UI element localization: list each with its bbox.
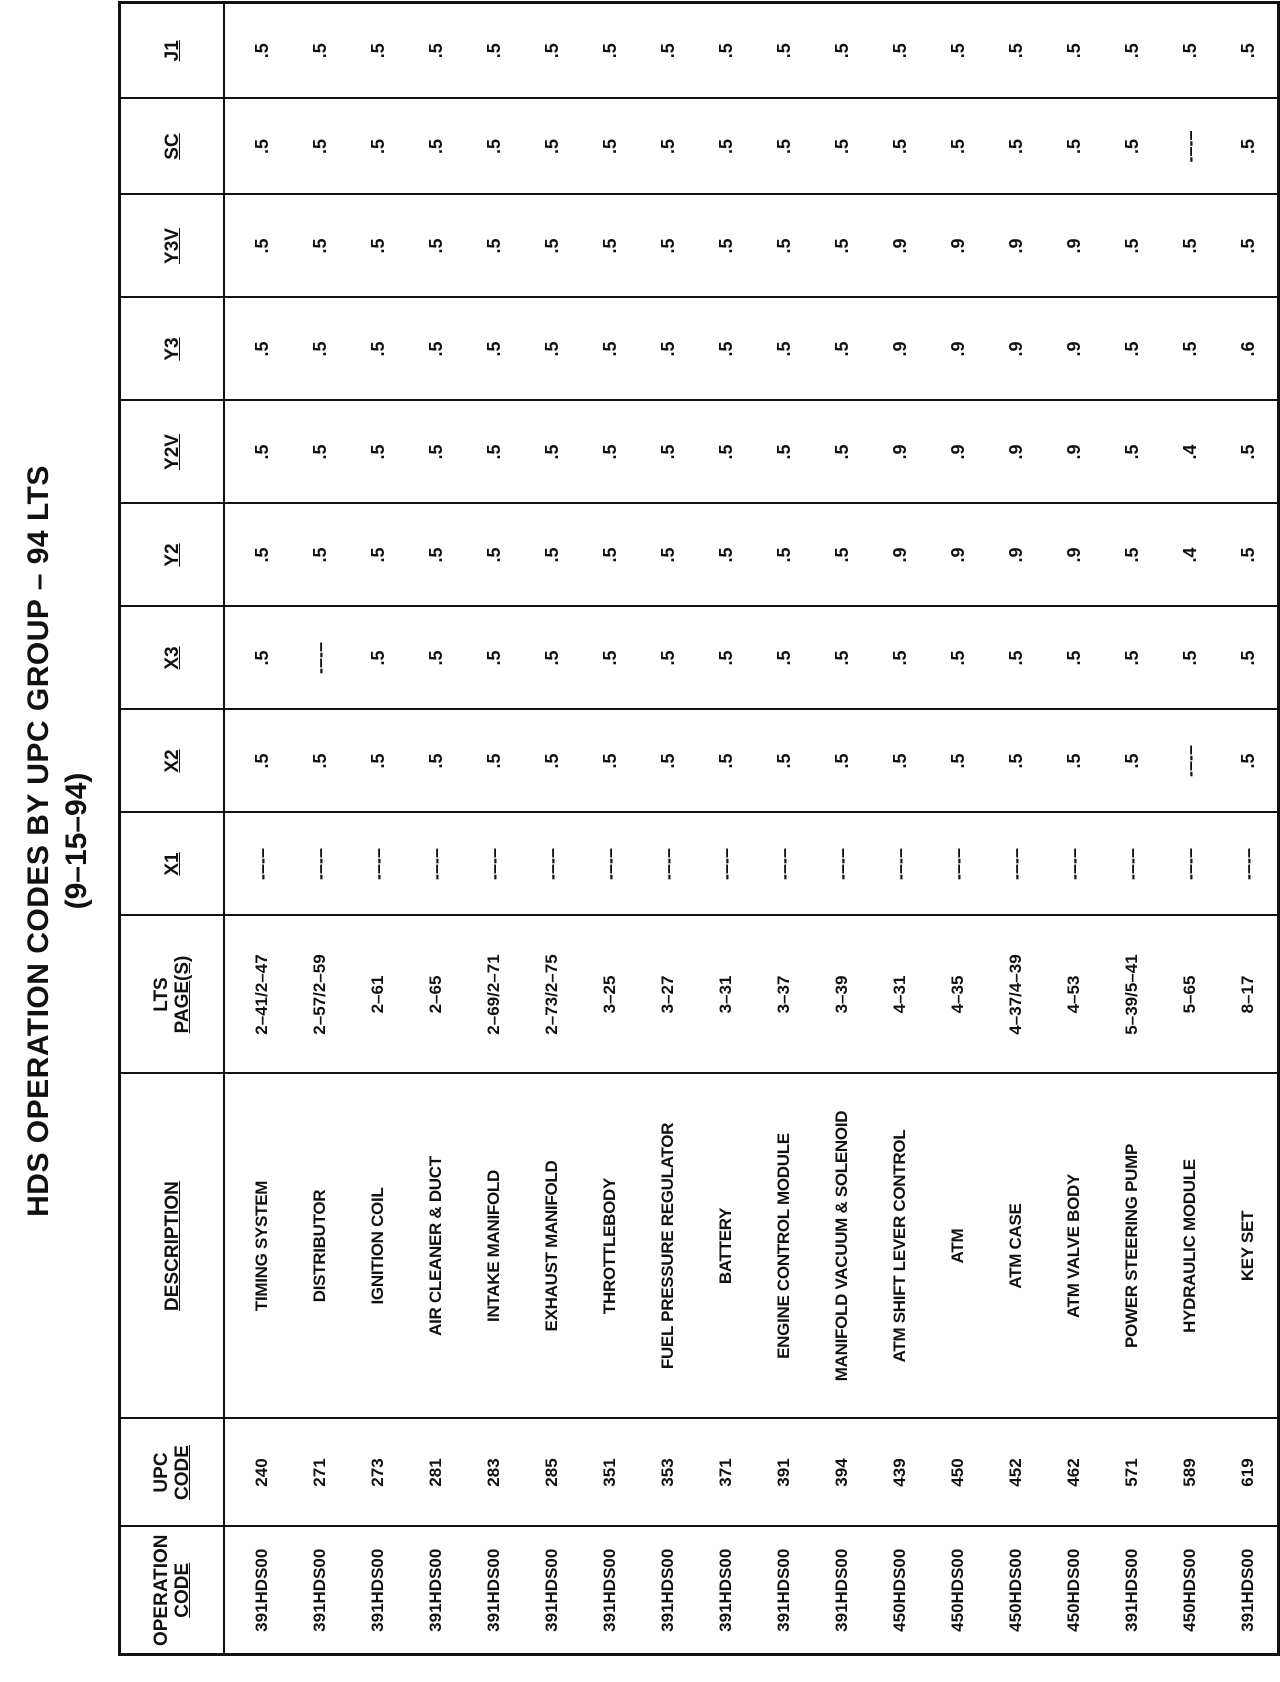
y3-cell: .5 — [813, 298, 871, 401]
y2v-cell: .5 — [1219, 401, 1279, 504]
operation-code-cell: 450HDS00 — [987, 1527, 1045, 1655]
sc-cell: .5 — [871, 99, 929, 195]
operation-code-cell: 391HDS00 — [697, 1527, 755, 1655]
x1-cell: -–-– — [1103, 813, 1161, 916]
x2-cell: .5 — [465, 710, 523, 813]
j1-cell: .5 — [1161, 3, 1219, 99]
x1-cell: -–-– — [465, 813, 523, 916]
x1-cell: -–-– — [813, 813, 871, 916]
x1-cell: -–-– — [291, 813, 349, 916]
y2-cell: .5 — [581, 504, 639, 607]
operation-code-cell: 450HDS00 — [929, 1527, 987, 1655]
table-row — [581, 3, 639, 1655]
x1-cell: -–-– — [581, 813, 639, 916]
y2-cell: .5 — [291, 504, 349, 607]
header-row — [120, 3, 225, 1655]
operation-code-cell: 391HDS00 — [224, 1527, 291, 1655]
y3v-cell: .5 — [1219, 195, 1279, 298]
description-cell: HYDRAULIC MODULE — [1161, 1074, 1219, 1419]
y2-cell: .5 — [697, 504, 755, 607]
description-cell: DISTRIBUTOR — [291, 1074, 349, 1419]
x1-cell: -–-– — [407, 813, 465, 916]
x2-cell: -–-– — [1161, 710, 1219, 813]
lts-page-cell: 2–69/2–71 — [465, 916, 523, 1074]
upc-code-cell: 281 — [407, 1419, 465, 1527]
y3v-cell: .5 — [407, 195, 465, 298]
description-cell: FUEL PRESSURE REGULATOR — [639, 1074, 697, 1419]
y2-cell: .5 — [465, 504, 523, 607]
x2-cell: .5 — [1103, 710, 1161, 813]
x3-cell: .5 — [465, 607, 523, 710]
j1-cell: .5 — [639, 3, 697, 99]
lts-page-cell: 3–25 — [581, 916, 639, 1074]
header-upc-code: UPC CODE — [120, 1419, 225, 1527]
y3-cell: .5 — [224, 298, 291, 401]
x1-cell: -–-– — [1161, 813, 1219, 916]
table-body — [224, 3, 1279, 1655]
description-cell: KEY SET — [1219, 1074, 1279, 1419]
lts-page-cell: 2–73/2–75 — [523, 916, 581, 1074]
lts-page-cell: 3–37 — [755, 916, 813, 1074]
j1-cell: .5 — [581, 3, 639, 99]
table-row — [1045, 3, 1103, 1655]
table-row — [1219, 3, 1279, 1655]
description-cell: AIR CLEANER & DUCT — [407, 1074, 465, 1419]
x2-cell: .5 — [697, 710, 755, 813]
sc-cell: .5 — [929, 99, 987, 195]
y3v-cell: .5 — [349, 195, 407, 298]
upc-code-cell: 462 — [1045, 1419, 1103, 1527]
j1-cell: .5 — [1219, 3, 1279, 99]
lts-page-cell: 4–35 — [929, 916, 987, 1074]
y3-cell: .5 — [581, 298, 639, 401]
x1-cell: -–-– — [987, 813, 1045, 916]
y3v-cell: .9 — [929, 195, 987, 298]
lts-page-cell: 2–61 — [349, 916, 407, 1074]
description-cell: ATM SHIFT LEVER CONTROL — [871, 1074, 929, 1419]
sc-cell: .5 — [465, 99, 523, 195]
operation-code-cell: 450HDS00 — [871, 1527, 929, 1655]
j1-cell: .5 — [291, 3, 349, 99]
x1-cell: -–-– — [871, 813, 929, 916]
sc-cell: .5 — [1219, 99, 1279, 195]
y3v-cell: .5 — [523, 195, 581, 298]
x1-cell: -–-– — [755, 813, 813, 916]
table-row — [523, 3, 581, 1655]
y2v-cell: .9 — [987, 401, 1045, 504]
y2v-cell: .9 — [871, 401, 929, 504]
upc-code-cell: 371 — [697, 1419, 755, 1527]
operation-code-cell: 391HDS00 — [1103, 1527, 1161, 1655]
y3v-cell: .9 — [987, 195, 1045, 298]
header-y3v: Y3V — [120, 195, 225, 298]
x1-cell: -–-– — [1219, 813, 1279, 916]
j1-cell: .5 — [1045, 3, 1103, 99]
header-operation-code: OPERATION CODE — [120, 1527, 225, 1655]
x1-cell: -–-– — [224, 813, 291, 916]
y3-cell: .6 — [1219, 298, 1279, 401]
x3-cell: .5 — [813, 607, 871, 710]
description-cell: MANIFOLD VACUUM & SOLENOID — [813, 1074, 871, 1419]
y3-cell: .9 — [929, 298, 987, 401]
page-title — [22, 0, 94, 1682]
x3-cell: .5 — [224, 607, 291, 710]
operation-code-cell: 391HDS00 — [349, 1527, 407, 1655]
y3v-cell: .5 — [224, 195, 291, 298]
x3-cell: .5 — [639, 607, 697, 710]
header-description: DESCRIPTION — [120, 1074, 225, 1419]
y3v-cell: .5 — [813, 195, 871, 298]
y2v-cell: .9 — [929, 401, 987, 504]
j1-cell: .5 — [987, 3, 1045, 99]
table-row — [639, 3, 697, 1655]
x3-cell: .5 — [987, 607, 1045, 710]
description-cell: ATM — [929, 1074, 987, 1419]
y3v-cell: .5 — [581, 195, 639, 298]
header-x3: X3 — [120, 607, 225, 710]
y3-cell: .5 — [523, 298, 581, 401]
y2v-cell: .5 — [291, 401, 349, 504]
table-row — [224, 3, 291, 1655]
upc-code-cell: 571 — [1103, 1419, 1161, 1527]
table-row — [407, 3, 465, 1655]
y3v-cell: .5 — [291, 195, 349, 298]
x3-cell: .5 — [1161, 607, 1219, 710]
lts-page-cell: 2–41/2–47 — [224, 916, 291, 1074]
lts-page-cell: 4–53 — [1045, 916, 1103, 1074]
x1-cell: -–-– — [639, 813, 697, 916]
y2v-cell: .5 — [349, 401, 407, 504]
description-cell: EXHAUST MANIFOLD — [523, 1074, 581, 1419]
sc-cell: .5 — [639, 99, 697, 195]
x3-cell: -–-– — [291, 607, 349, 710]
y3-cell: .5 — [465, 298, 523, 401]
x2-cell: .5 — [929, 710, 987, 813]
j1-cell: .5 — [349, 3, 407, 99]
x2-cell: .5 — [291, 710, 349, 813]
x2-cell: .5 — [1045, 710, 1103, 813]
x3-cell: .5 — [349, 607, 407, 710]
y2v-cell: .5 — [224, 401, 291, 504]
x1-cell: -–-– — [349, 813, 407, 916]
header-y3: Y3 — [120, 298, 225, 401]
lts-page-cell: 2–57/2–59 — [291, 916, 349, 1074]
header-x2: X2 — [120, 710, 225, 813]
y2v-cell: .4 — [1161, 401, 1219, 504]
table-row — [929, 3, 987, 1655]
lts-page-cell: 2–65 — [407, 916, 465, 1074]
x2-cell: .5 — [224, 710, 291, 813]
y2v-cell: .5 — [407, 401, 465, 504]
description-cell: TIMING SYSTEM — [224, 1074, 291, 1419]
x3-cell: .5 — [1103, 607, 1161, 710]
upc-code-cell: 439 — [871, 1419, 929, 1527]
sc-cell: .5 — [697, 99, 755, 195]
y2-cell: .9 — [1045, 504, 1103, 607]
x1-cell: -–-– — [1045, 813, 1103, 916]
j1-cell: .5 — [929, 3, 987, 99]
table-row — [465, 3, 523, 1655]
table-row — [871, 3, 929, 1655]
sc-cell: .5 — [755, 99, 813, 195]
table-row — [697, 3, 755, 1655]
y3-cell: .5 — [639, 298, 697, 401]
operation-code-cell: 391HDS00 — [581, 1527, 639, 1655]
operation-codes-table — [118, 1, 1280, 1656]
j1-cell: .5 — [407, 3, 465, 99]
sc-cell: .5 — [407, 99, 465, 195]
sc-cell: .5 — [523, 99, 581, 195]
x2-cell: .5 — [1219, 710, 1279, 813]
upc-code-cell: 450 — [929, 1419, 987, 1527]
upc-code-cell: 391 — [755, 1419, 813, 1527]
lts-page-cell: 5–65 — [1161, 916, 1219, 1074]
operation-code-cell: 391HDS00 — [639, 1527, 697, 1655]
operation-code-cell: 391HDS00 — [813, 1527, 871, 1655]
header-x1: X1 — [120, 813, 225, 916]
x2-cell: .5 — [523, 710, 581, 813]
lts-page-cell: 3–27 — [639, 916, 697, 1074]
upc-code-cell: 394 — [813, 1419, 871, 1527]
description-cell: POWER STEERING PUMP — [1103, 1074, 1161, 1419]
y3v-cell: .9 — [1045, 195, 1103, 298]
sc-cell: .5 — [1103, 99, 1161, 195]
upc-code-cell: 452 — [987, 1419, 1045, 1527]
y3v-cell: .5 — [465, 195, 523, 298]
x3-cell: .5 — [1045, 607, 1103, 710]
j1-cell: .5 — [224, 3, 291, 99]
j1-cell: .5 — [1103, 3, 1161, 99]
sc-cell: .5 — [291, 99, 349, 195]
y2v-cell: .5 — [523, 401, 581, 504]
x2-cell: .5 — [871, 710, 929, 813]
upc-code-cell: 285 — [523, 1419, 581, 1527]
j1-cell: .5 — [697, 3, 755, 99]
operation-code-cell: 391HDS00 — [465, 1527, 523, 1655]
upc-code-cell: 240 — [224, 1419, 291, 1527]
y3-cell: .9 — [871, 298, 929, 401]
j1-cell: .5 — [755, 3, 813, 99]
y2-cell: .5 — [755, 504, 813, 607]
table-row — [987, 3, 1045, 1655]
sc-cell: .5 — [987, 99, 1045, 195]
y3v-cell: .5 — [1161, 195, 1219, 298]
upc-code-cell: 353 — [639, 1419, 697, 1527]
upc-code-cell: 271 — [291, 1419, 349, 1527]
x3-cell: .5 — [697, 607, 755, 710]
title-line-2: (9–15–94) — [60, 772, 93, 910]
y2-cell: .5 — [407, 504, 465, 607]
upc-code-cell: 273 — [349, 1419, 407, 1527]
y3-cell: .9 — [1045, 298, 1103, 401]
x3-cell: .5 — [929, 607, 987, 710]
sc-cell: .5 — [813, 99, 871, 195]
description-cell: IGNITION COIL — [349, 1074, 407, 1419]
sc-cell: .5 — [1045, 99, 1103, 195]
x2-cell: .5 — [349, 710, 407, 813]
lts-page-cell: 5–39/5–41 — [1103, 916, 1161, 1074]
table-row — [1103, 3, 1161, 1655]
x2-cell: .5 — [639, 710, 697, 813]
x2-cell: .5 — [987, 710, 1045, 813]
y3v-cell: .5 — [639, 195, 697, 298]
lts-page-cell: 3–39 — [813, 916, 871, 1074]
operation-code-cell: 450HDS00 — [1161, 1527, 1219, 1655]
sc-cell: .5 — [349, 99, 407, 195]
x2-cell: .5 — [581, 710, 639, 813]
x1-cell: -–-– — [523, 813, 581, 916]
y3v-cell: .5 — [697, 195, 755, 298]
y3v-cell: .9 — [871, 195, 929, 298]
upc-code-cell: 351 — [581, 1419, 639, 1527]
description-cell: THROTTLEBODY — [581, 1074, 639, 1419]
j1-cell: .5 — [813, 3, 871, 99]
description-cell: INTAKE MANIFOLD — [465, 1074, 523, 1419]
y3v-cell: .5 — [755, 195, 813, 298]
header-j1: J1 — [120, 3, 225, 99]
x3-cell: .5 — [755, 607, 813, 710]
header-y2v: Y2V — [120, 401, 225, 504]
operation-code-cell: 391HDS00 — [523, 1527, 581, 1655]
y2-cell: .9 — [987, 504, 1045, 607]
y2-cell: .4 — [1161, 504, 1219, 607]
j1-cell: .5 — [465, 3, 523, 99]
operation-code-cell: 391HDS00 — [1219, 1527, 1279, 1655]
y3-cell: .9 — [987, 298, 1045, 401]
y2-cell: .5 — [523, 504, 581, 607]
x3-cell: .5 — [581, 607, 639, 710]
sc-cell: .5 — [224, 99, 291, 195]
operation-code-cell: 391HDS00 — [755, 1527, 813, 1655]
y3-cell: .5 — [407, 298, 465, 401]
j1-cell: .5 — [871, 3, 929, 99]
y2v-cell: .5 — [697, 401, 755, 504]
y2v-cell: .9 — [1045, 401, 1103, 504]
y2v-cell: .5 — [755, 401, 813, 504]
table-row — [349, 3, 407, 1655]
y2-cell: .5 — [349, 504, 407, 607]
x3-cell: .5 — [407, 607, 465, 710]
upc-code-cell: 619 — [1219, 1419, 1279, 1527]
y2v-cell: .5 — [465, 401, 523, 504]
table-row — [1161, 3, 1219, 1655]
header-y2: Y2 — [120, 504, 225, 607]
y3-cell: .5 — [697, 298, 755, 401]
x3-cell: .5 — [1219, 607, 1279, 710]
lts-page-cell: 3–31 — [697, 916, 755, 1074]
description-cell: ATM CASE — [987, 1074, 1045, 1419]
table-row — [291, 3, 349, 1655]
y3-cell: .5 — [1161, 298, 1219, 401]
x1-cell: -–-– — [929, 813, 987, 916]
y3-cell: .5 — [1103, 298, 1161, 401]
x3-cell: .5 — [871, 607, 929, 710]
y2-cell: .9 — [929, 504, 987, 607]
sc-cell: -–-– — [1161, 99, 1219, 195]
y2-cell: .5 — [224, 504, 291, 607]
lts-page-cell: 4–37/4–39 — [987, 916, 1045, 1074]
y2-cell: .5 — [813, 504, 871, 607]
header-lts-pages: LTS PAGE(S) — [120, 916, 225, 1074]
x2-cell: .5 — [407, 710, 465, 813]
x3-cell: .5 — [523, 607, 581, 710]
y2-cell: .9 — [871, 504, 929, 607]
y3-cell: .5 — [291, 298, 349, 401]
table-row — [813, 3, 871, 1655]
operation-code-cell: 391HDS00 — [291, 1527, 349, 1655]
table-row — [755, 3, 813, 1655]
y2v-cell: .5 — [639, 401, 697, 504]
upc-code-cell: 283 — [465, 1419, 523, 1527]
operation-code-cell: 391HDS00 — [407, 1527, 465, 1655]
description-cell: BATTERY — [697, 1074, 755, 1419]
y2v-cell: .5 — [1103, 401, 1161, 504]
y3-cell: .5 — [349, 298, 407, 401]
lts-page-cell: 4–31 — [871, 916, 929, 1074]
title-line-1: HDS OPERATION CODES BY UPC GROUP – 94 LTS — [22, 465, 55, 1217]
x2-cell: .5 — [755, 710, 813, 813]
upc-code-cell: 589 — [1161, 1419, 1219, 1527]
y3-cell: .5 — [755, 298, 813, 401]
j1-cell: .5 — [523, 3, 581, 99]
y2-cell: .5 — [1103, 504, 1161, 607]
y3v-cell: .5 — [1103, 195, 1161, 298]
description-cell: ENGINE CONTROL MODULE — [755, 1074, 813, 1419]
y2-cell: .5 — [639, 504, 697, 607]
x1-cell: -–-– — [697, 813, 755, 916]
y2v-cell: .5 — [813, 401, 871, 504]
header-sc: SC — [120, 99, 225, 195]
y2-cell: .5 — [1219, 504, 1279, 607]
x2-cell: .5 — [813, 710, 871, 813]
y2v-cell: .5 — [581, 401, 639, 504]
description-cell: ATM VALVE BODY — [1045, 1074, 1103, 1419]
operation-code-cell: 450HDS00 — [1045, 1527, 1103, 1655]
sc-cell: .5 — [581, 99, 639, 195]
lts-page-cell: 8–17 — [1219, 916, 1279, 1074]
